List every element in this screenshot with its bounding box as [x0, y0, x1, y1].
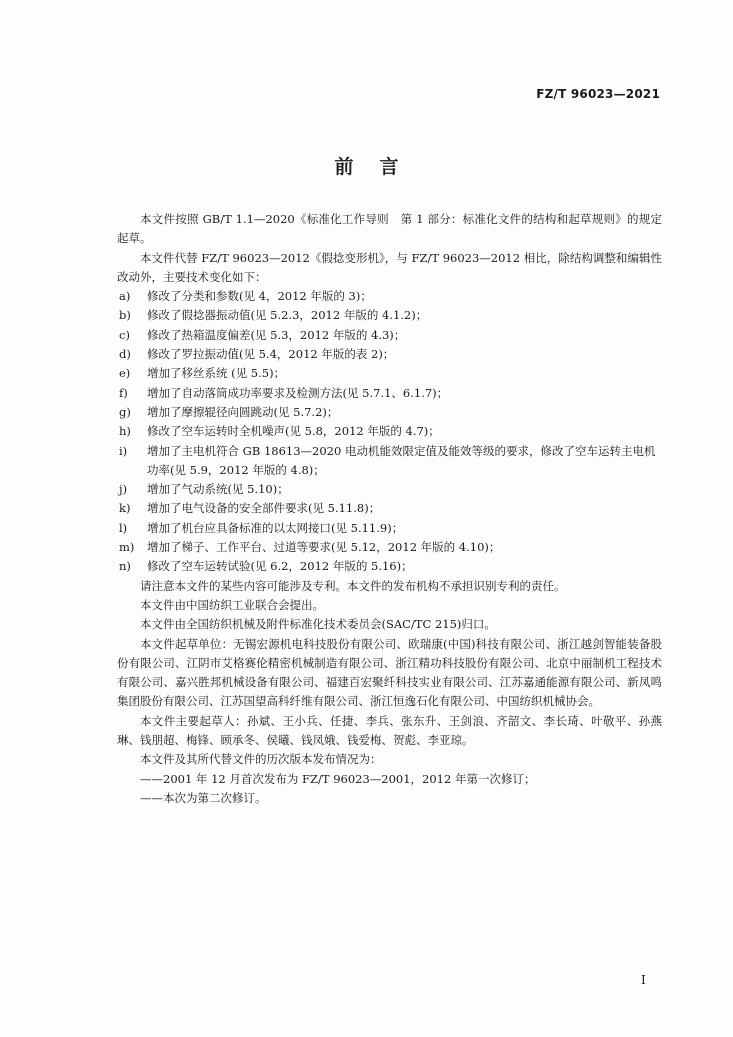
list-text: 增加了自动落筒成功率要求及检测方法(见 5.7.1、6.1.7)；	[147, 385, 449, 400]
list-item	[117, 538, 662, 557]
list-marker: c)	[119, 327, 130, 342]
list-text: 增加了梯子、工作平台、过道等要求(见 5.12，2012 年版的 4.10)；	[147, 540, 501, 555]
list-text: 修改了空车运转试验(见 6.2，2012 年版的 5.16)；	[147, 559, 413, 574]
list-marker: m)	[119, 540, 135, 555]
page-number: I	[641, 973, 646, 987]
list-marker: d)	[119, 347, 131, 362]
paragraph-replacement: 本文件代替 FZ/T 96023—2012《假捻变形机》，与 FZ/T 96023—2012 相比，除结构调整和编辑性改动外，主要技术变化如下：	[117, 250, 662, 284]
paragraph-committee: 本文件由全国纺织机械及附件标准化技术委员会(SAC/TC 215)归口。	[140, 617, 496, 632]
list-text: 修改了罗拉振动值(见 5.4，2012 年版的表 2)；	[147, 347, 395, 362]
list-marker: e)	[119, 366, 131, 381]
paragraph-history-intro: 本文件及其所代替文件的历次版本发布情况为：	[140, 752, 382, 767]
paragraph-drafters: 本文件主要起草人：孙斌、王小兵、任捷、李兵、张东升、王剑浪、齐韶文、李长琦、叶敬平、孙燕琳、钱朋超、梅锋、顾承冬、侯曦、钱凤娥、钱爱梅、贺彪、李亚琼。	[117, 713, 662, 748]
list-text: 增加了移丝系统 (见 5.5)；	[147, 366, 286, 381]
list-item	[117, 499, 662, 518]
page-title: 前言	[334, 156, 425, 178]
paragraph-patent-notice: 请注意本文件的某些内容可能涉及专利。本文件的发布机构不承担识别专利的责任。	[140, 578, 566, 593]
list-marker: h)	[119, 424, 131, 439]
document-body	[117, 210, 662, 808]
list-item	[117, 306, 662, 325]
list-text: 修改了假捻器振动值(见 5.2.3，2012 年版的 4.1.2)；	[147, 308, 428, 323]
standard-code: FZ/T 96023—2021	[536, 87, 660, 101]
list-item	[117, 422, 662, 441]
changes-list	[117, 287, 662, 576]
list-marker: f)	[119, 385, 128, 400]
list-item	[117, 480, 662, 499]
list-marker: k)	[119, 501, 131, 516]
list-text: 增加了电气设备的安全部件要求(见 5.11.8)；	[147, 501, 381, 516]
list-text: 修改了热箱温度偏差(见 5.3，2012 年版的 4.3)；	[147, 327, 406, 342]
list-item	[117, 364, 662, 383]
paragraph-drafting-units: 本文件起草单位：无锡宏源机电科技股份有限公司、欧瑞康(中国)科技有限公司、浙江越剑智能装备股份有限公司、江阴市艾格赛伦精密机械制造有限公司、浙江精功科技股份有限公司、北京中丽制机工程技术有限公司、嘉兴胜邦机械设备有限公司、福建百宏聚纤科技实业有限公司、江苏嘉通能源有限公司、新凤鸣集团股份有限公司、江苏国望高科纤维有限公司、浙江恒逸石化有限公司、中国纺织机械协会。	[117, 636, 662, 709]
list-marker: i)	[119, 443, 128, 458]
list-item	[117, 287, 662, 306]
list-item	[117, 384, 662, 403]
list-marker: a)	[119, 289, 131, 304]
list-item	[117, 519, 662, 538]
list-marker: g)	[119, 404, 131, 419]
list-item	[117, 557, 662, 576]
list-text: 修改了空车运转时全机噪声(见 5.8，2012 年版的 4.7)；	[147, 424, 440, 439]
history-item: ——2001 年 12 月首次发布为 FZ/T 96023—2001，2012 年第一次修订；	[140, 771, 536, 786]
list-text: 增加了气动系统(见 5.10)；	[147, 482, 289, 497]
list-text: 增加了机台应具备标准的以太网接口(见 5.11.9)；	[147, 520, 404, 535]
list-item	[117, 403, 662, 422]
list-text: 修改了分类和参数(见 4，2012 年版的 3)；	[147, 289, 372, 304]
list-item	[117, 442, 662, 481]
list-item	[117, 326, 662, 345]
list-text: 增加了摩擦辊径向圆跳动(见 5.7.2)；	[147, 404, 339, 419]
list-marker: j)	[119, 482, 128, 497]
paragraph-proposer: 本文件由中国纺织工业联合会提出。	[140, 597, 324, 612]
history-item: ——本次为第二次修订。	[140, 790, 267, 805]
list-marker: b)	[119, 308, 131, 323]
paragraph-drafting-rule: 本文件按照 GB/T 1.1—2020《标准化工作导则 第 1 部分：标准化文件的结构和起草规则》的规定起草。	[117, 212, 662, 246]
list-item	[117, 345, 662, 364]
list-marker: l)	[119, 520, 128, 535]
list-text: 增加了主电机符合 GB 18613—2020 电动机能效限定值及能效等级的要求，修改了空车运转主电机功率(见 5.9，2012 年版的 4.8)；	[147, 443, 656, 477]
list-marker: n)	[119, 559, 131, 574]
